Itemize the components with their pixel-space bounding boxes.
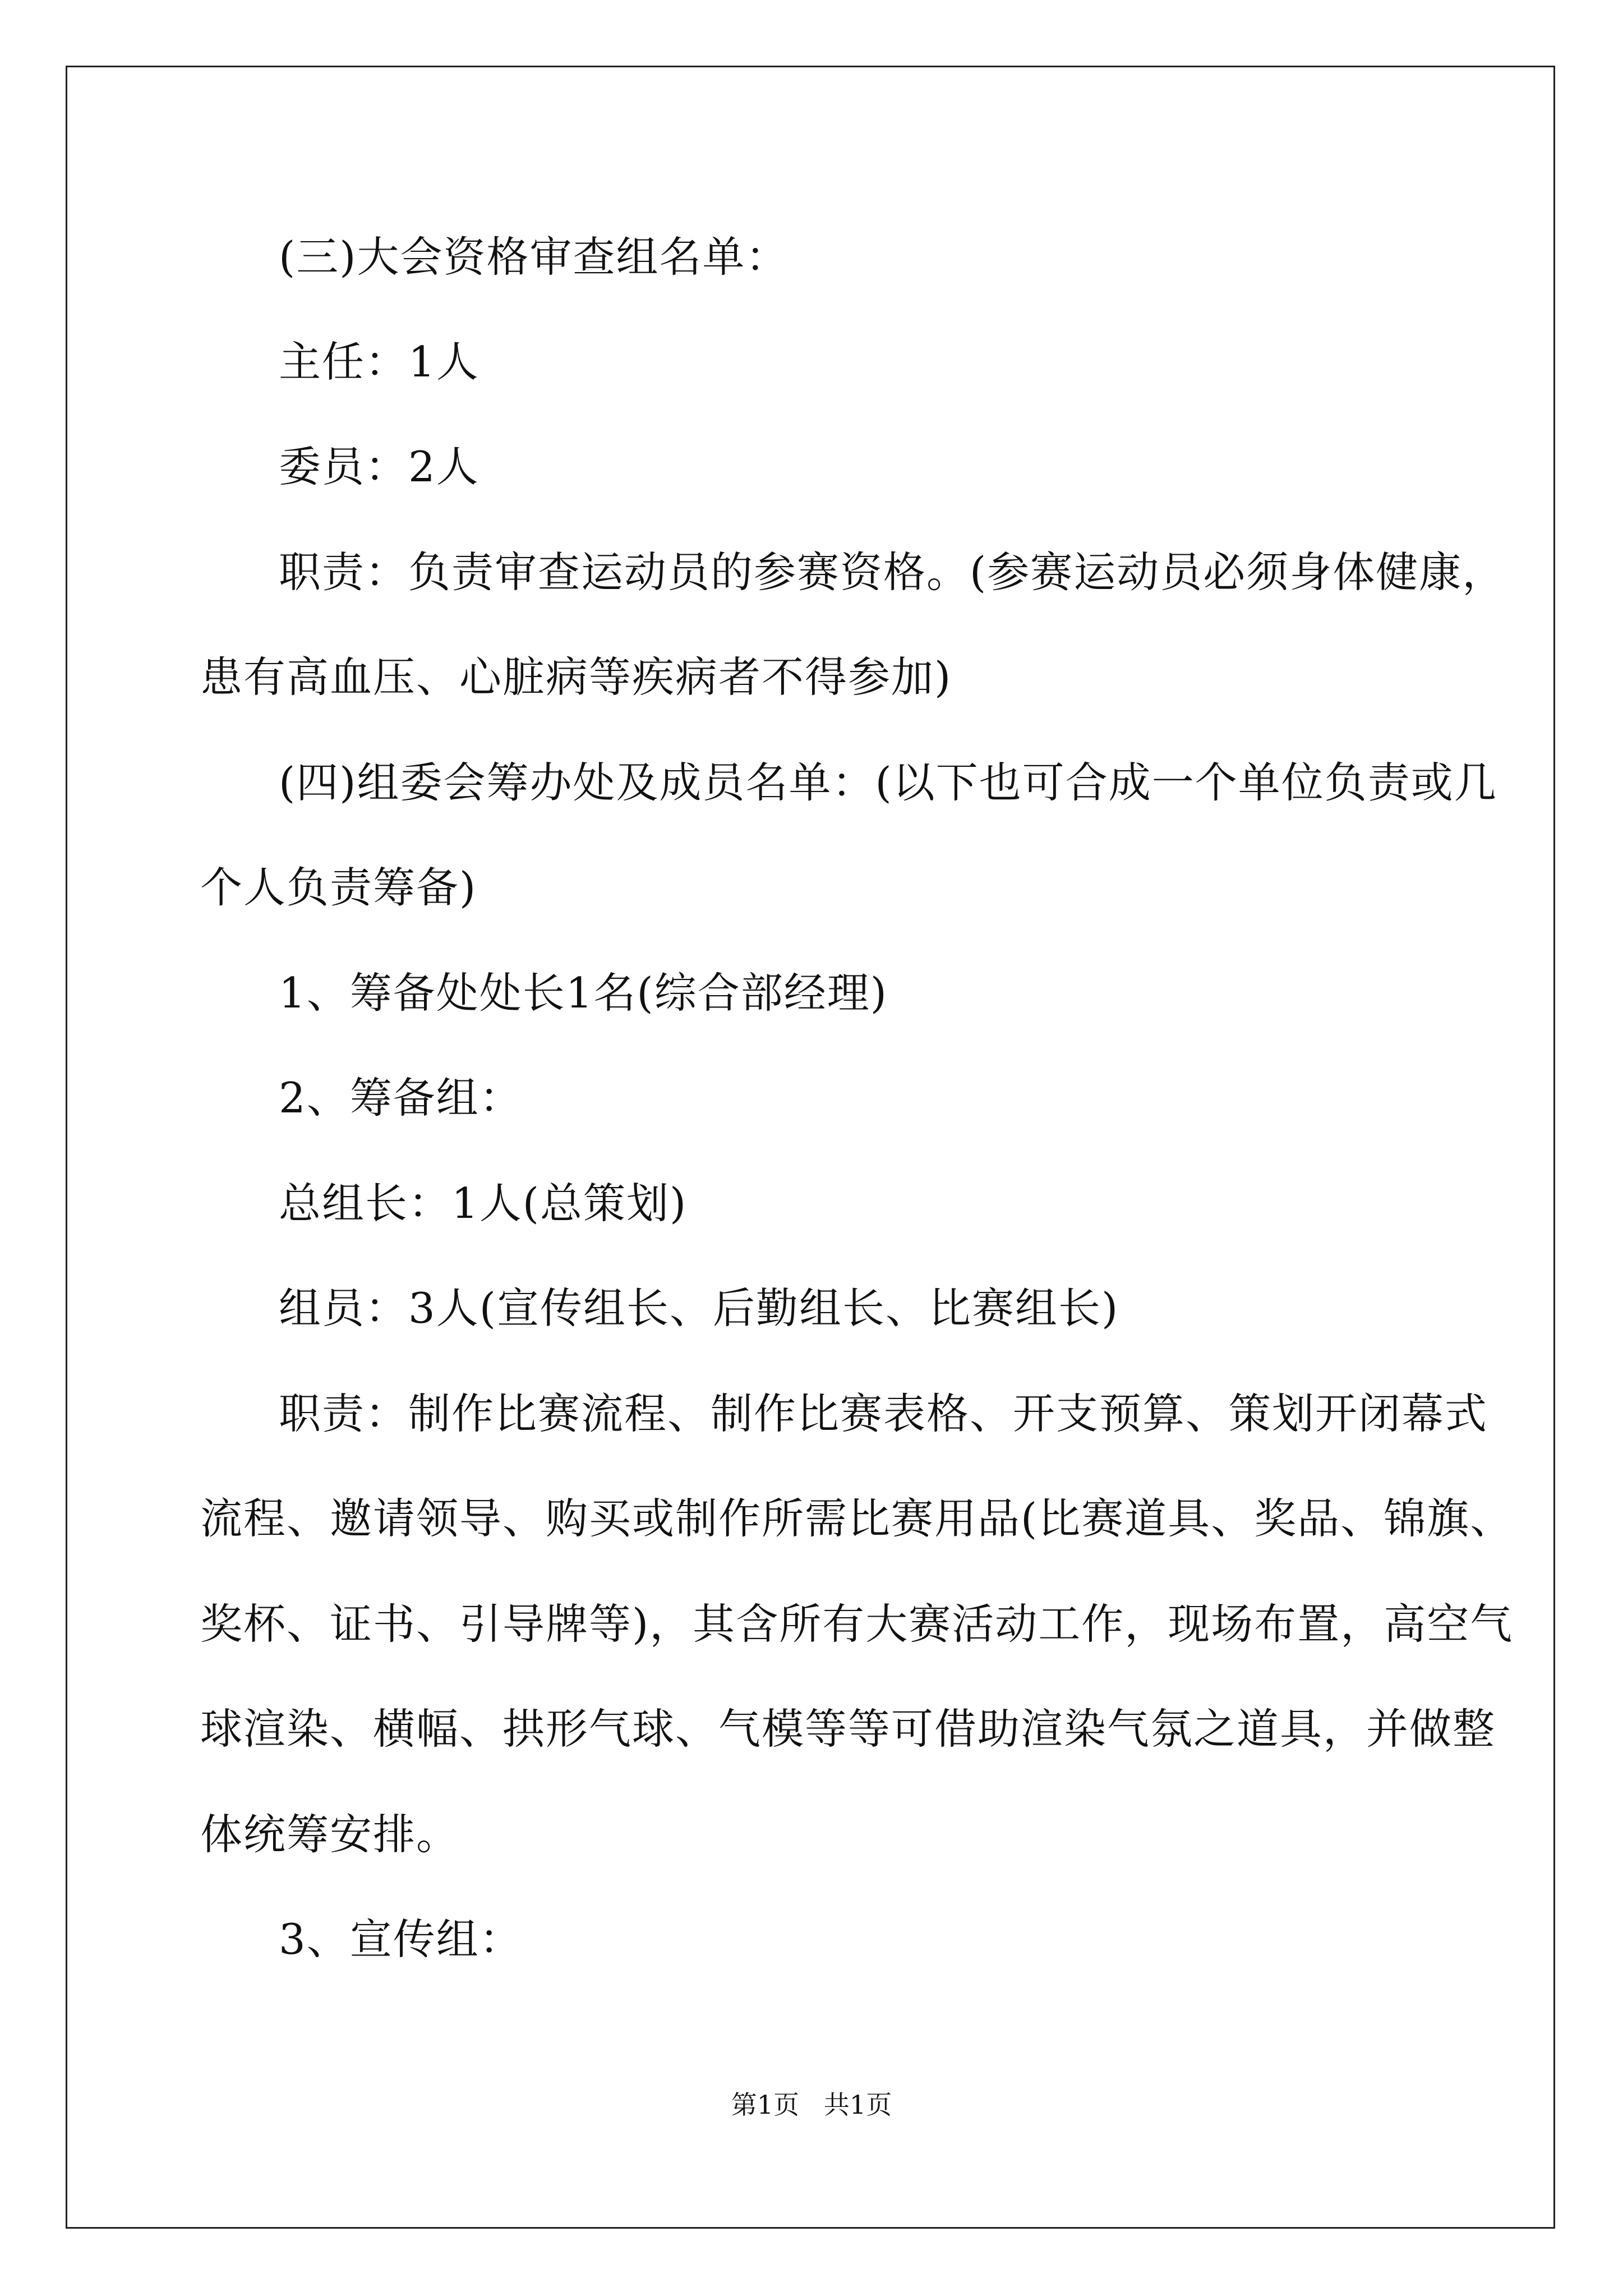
section-heading-organizing-office: (四)组委会筹办处及成员名单：(以下也可合成一个单位负责或几 [279, 758, 1497, 807]
paragraph-duties-line-2: 流程、邀请领导、购买或制作所需比赛用品(比赛道具、奖品、锦旗、 [200, 1494, 1514, 1543]
paragraph-duties-line-5: 体统筹安排。 [200, 1810, 460, 1859]
paragraph-duties-line-3: 奖杯、证书、引导牌等)，其含所有大赛活动工作，现场布置，高空气 [200, 1599, 1514, 1649]
paragraph-chief-leader: 总组长：1人(总策划) [279, 1179, 688, 1228]
paragraph-members: 委员：2人 [279, 442, 479, 491]
paragraph-director: 主任：1人 [279, 337, 479, 386]
page-border [66, 66, 1555, 2229]
page-footer: 第1页 共1页 [731, 2090, 892, 2120]
paragraph-duties-line-4: 球渲染、横幅、拱形气球、气模等等可借助渲染气氛之道具，并做整 [200, 1704, 1496, 1754]
list-item-publicity-group: 3、宣传组： [279, 1915, 523, 1964]
section-heading-organizing-office-cont: 个人负责筹备) [200, 863, 477, 912]
section-heading-qualification-group: (三)大会资格审查组名单： [279, 232, 789, 282]
list-item-preparation-group: 2、筹备组： [279, 1073, 523, 1122]
paragraph-duty-line-1: 职责：负责审查运动员的参赛资格。(参赛运动员必须身体健康， [279, 547, 1506, 597]
paragraph-group-members: 组员：3人(宣传组长、后勤组长、比赛组长) [279, 1283, 1119, 1333]
paragraph-duties-line-1: 职责：制作比赛流程、制作比赛表格、开支预算、策划开闭幕式 [279, 1389, 1488, 1438]
list-item-office-head: 1、筹备处处长1名(综合部经理) [279, 968, 888, 1018]
paragraph-duty-line-2: 患有高血压、心脏病等疾病者不得参加) [200, 652, 952, 702]
